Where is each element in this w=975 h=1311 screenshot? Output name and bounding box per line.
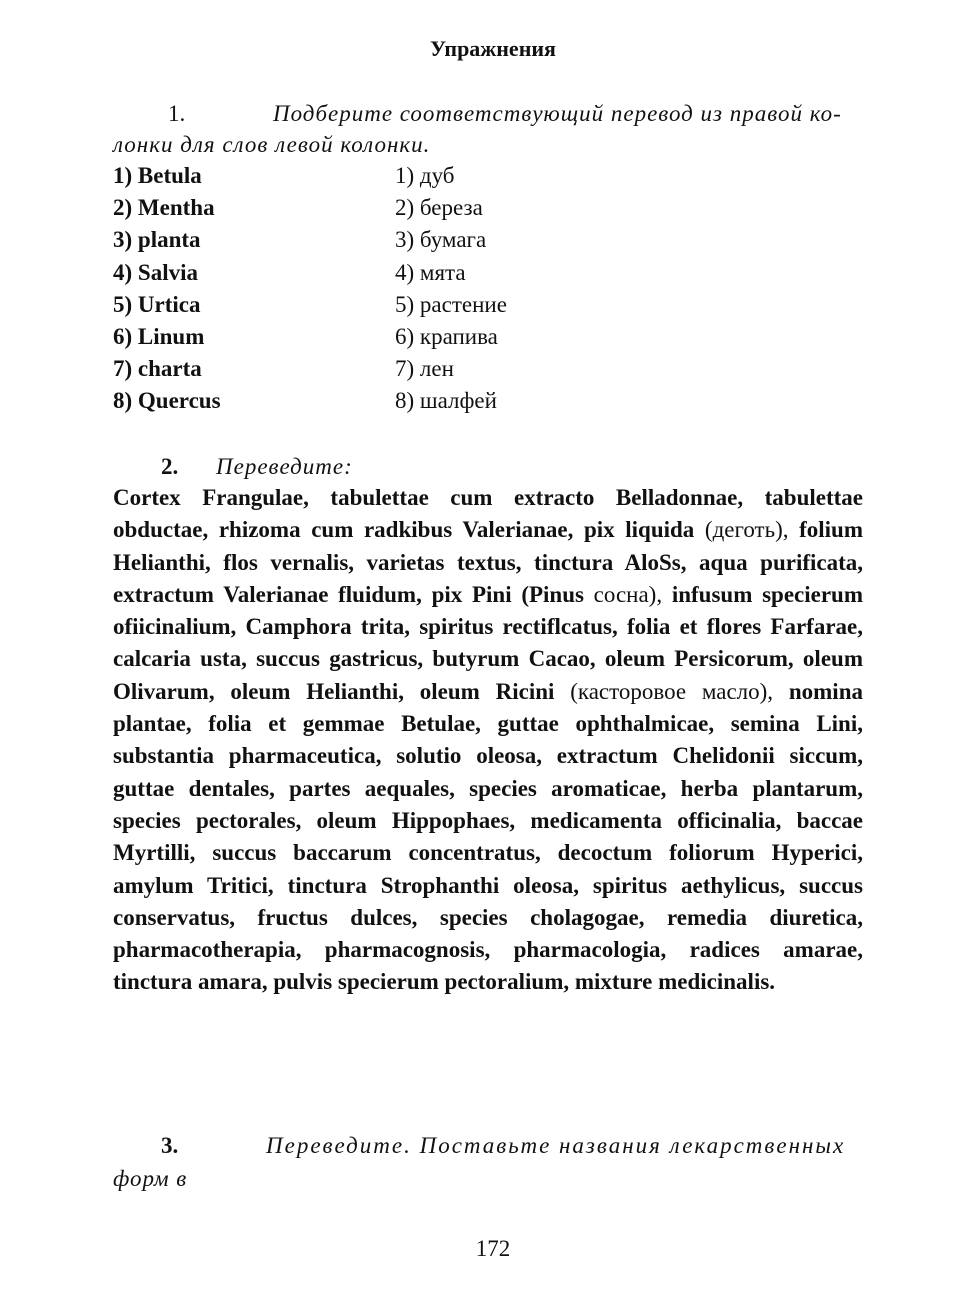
russian-translation: 3) бумага (395, 227, 487, 253)
latin-word: 1) Betula (113, 163, 202, 188)
match-row (113, 353, 873, 385)
exercise1-number: 1. (168, 101, 186, 126)
latin-terms-part4: nomina plantae, folia et gemmae Betulae, guttae ophthalmicae, semina Lini, substantia pharmaceutica, solutio oleosa, extractum Chelidonii siccum, guttae dentales, partes aequales, species aromaticae, herba plantarum, species pectorales, oleum Hippophaes, medicamenta officinalia, baccae Myrtilli, succus baccarum concentratus, decoctum foliorum Hyperici, amylum Tritici, tinctura Strophanthi oleosa, spiritus aethylicus, succus conservatus, fructus dulces, species cholagogae, remedia diuretica, pharmacotherapia, pharmacognosis, pharmacologia, radices amarae, tinctura amara, pulvis specierum pectoralium, mixture medicinalis. (113, 678, 863, 995)
match-row (113, 192, 873, 224)
latin-terms-part1: Cortex Frangulae, tabulettae cum extracto Belladonnae, tabulettae obductae, rhizoma cum radkibus Valerianae, pix liquida (113, 485, 863, 543)
latin-word: 2) Mentha (113, 195, 215, 221)
match-row (113, 385, 873, 417)
exercise2-number: 2. (161, 454, 179, 479)
page-heading: Упражнения (430, 36, 556, 61)
exercise2-instruction-text: Переведите: (216, 454, 353, 479)
russian-translation: 1) дуб (395, 163, 455, 188)
russian-gloss: (касторовое масло), (554, 678, 789, 704)
match-row (113, 160, 873, 192)
match-row (113, 257, 873, 289)
russian-translation: 7) лен (395, 356, 454, 382)
exercise3-instruction-line1 (113, 1130, 913, 1162)
latin-terms-part3: infusum specierum ofiicinalium, Camphora trita, spiritus rectiflcatus, folia et flores Farfarae, calcaria usta, succus gastricus, butyrum Cacao, oleum Persicorum, oleum Olivarum, oleum Helianthi, oleum Ricini (113, 581, 864, 704)
russian-translation: 2) береза (395, 195, 483, 221)
exercise3-instruction-text-cont: форм в (113, 1166, 188, 1191)
exercise2-instruction (113, 451, 913, 483)
exercise2-text (113, 482, 863, 999)
match-row (113, 321, 873, 353)
exercise3-number: 3. (161, 1133, 179, 1158)
exercise1-instruction-line2 (113, 129, 913, 161)
match-row (113, 289, 873, 321)
latin-word: 7) charta (113, 356, 202, 382)
latin-terms-part2: folium Helianthi, flos vernalis, varietas textus, tinctura AloSs, aqua purificata, extractum Valerianae fluidum, pix Pini (Pinus (113, 517, 863, 607)
exercise1-instruction-text: Подберите соответствующий перевод из правой ко- (273, 101, 842, 126)
page-number: 172 (475, 1236, 511, 1261)
page (113, 0, 863, 1311)
russian-translation: 5) растение (395, 291, 507, 317)
latin-word: 3) planta (113, 227, 201, 253)
russian-translation: 4) мята (395, 259, 466, 285)
russian-gloss: (деготь), (694, 517, 800, 543)
latin-word: 6) Linum (113, 323, 205, 349)
exercise3-instruction-line2 (113, 1163, 913, 1195)
exercise3-instruction-text: Переведите. Поставьте названия лекарственных (266, 1133, 846, 1158)
exercise1-instruction-line1 (113, 98, 913, 130)
match-row (113, 224, 873, 256)
exercise1-instruction-text-cont: лонки для слов левой колонки. (113, 132, 431, 157)
russian-gloss: сосна), (583, 581, 672, 607)
latin-word: 4) Salvia (113, 259, 198, 285)
latin-word: 8) Quercus (113, 388, 221, 414)
matching-columns (113, 160, 873, 418)
russian-translation: 6) крапива (395, 323, 498, 349)
russian-translation: 8) шалфей (395, 388, 497, 414)
latin-word: 5) Urtica (113, 291, 201, 317)
